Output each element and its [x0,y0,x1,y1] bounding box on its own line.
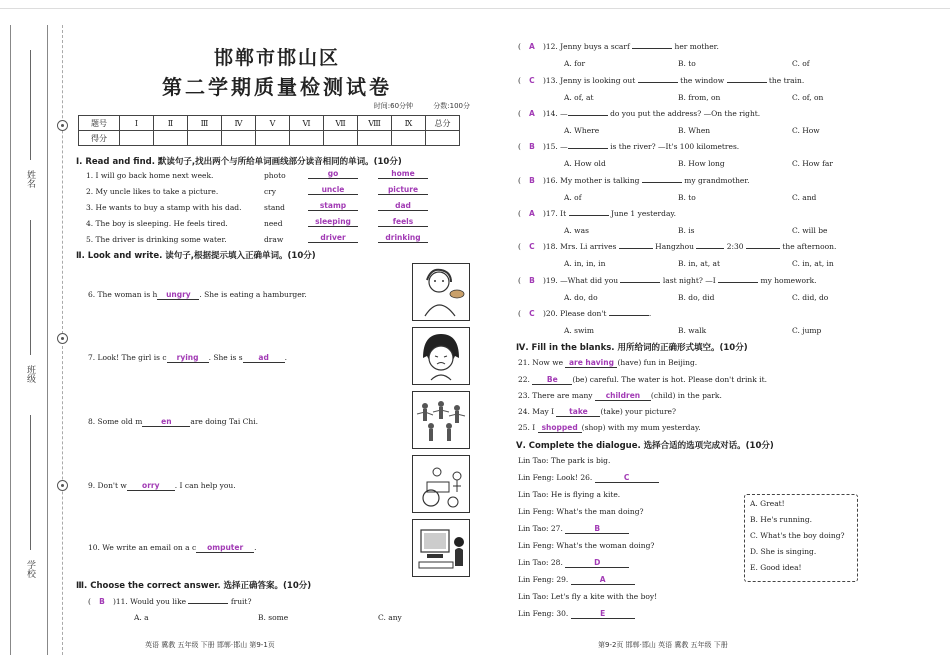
question-10-suffix: . [254,543,257,552]
score-cell[interactable] [120,131,154,146]
section1-item-4-answer1[interactable]: sleeping [308,217,358,227]
question-20-option-a: A. swim [564,326,594,335]
footer-left: 英语 冀教 五年级 下册 邯郸·邯山 第9-1页 [145,641,275,649]
score-table-score-row [79,131,460,146]
score-header-cell: Ⅸ [392,116,426,131]
school-line [30,415,31,550]
dialogue-28-answer[interactable]: D [565,558,629,568]
question-15-option-c: C. How far [792,159,833,168]
section1-item-1-word: photo [264,171,286,180]
question-19-option-c: C. did, do [792,293,829,302]
binding-hole [57,480,68,491]
question-7-answer2[interactable]: ad [243,353,285,363]
question-23-answer[interactable]: children [595,391,651,401]
question-19-answer[interactable]: B [529,276,535,285]
question-10 [88,543,257,553]
question-14-text: )14. — [542,109,568,118]
dialogue-option: B. He's running. [750,515,813,524]
score-row-label: 得分 [79,131,120,146]
question-25-prefix: 25. I [518,423,536,432]
question-11-answer[interactable]: B [99,597,105,606]
section1-item-3-answer2[interactable]: dad [378,201,428,211]
exam-meta [356,101,470,111]
exam-title-line2: 第二学期质量检测试卷 [162,75,392,99]
question-18-middle-1: Hangzhou [655,242,694,251]
score-header-cell: 总分 [426,116,460,131]
question-13-option-a: A. of, at [564,93,594,102]
question-18-option-b: B. in, at, at [678,259,721,268]
question-22-suffix: (be) careful. The water is hot. Please don't drink it. [572,375,767,384]
question-24-answer[interactable]: take [556,407,600,417]
dialogue-line-text: Lin Tao: 28. [518,558,563,567]
score-cell[interactable] [290,131,324,146]
question-12-option-c: C. of [792,59,810,68]
question-14-answer[interactable]: A [529,109,535,118]
score-cell[interactable] [188,131,222,146]
question-24-prefix: 24. May I [518,407,555,416]
question-13-middle: the window [680,76,725,85]
dialogue-line [518,473,659,483]
score-header-cell: Ⅷ [358,116,392,131]
question-11-blank[interactable] [188,603,228,604]
dialogue-line [518,609,635,619]
dialogue-option: E. Good idea! [750,563,802,572]
question-9-prefix: 9. Don't w [88,481,127,490]
question-19-suffix: my homework. [760,276,817,285]
section1-item-4-word: need [264,219,283,228]
dialogue-line: Lin Tao: The park is big. [518,456,611,465]
question-20-answer[interactable]: C [529,309,535,318]
question-11-option-b: B. some [258,613,289,622]
dialogue-line [518,575,635,585]
question-18-option-a: A. in, in, in [564,259,606,268]
question-11: ( B )11. Would you like fruit? [88,597,252,606]
section1-title: Ⅰ. Read and find. 默读句子,找出两个与所给单词画线部分读音相同的单词。(10分) [76,157,402,167]
question-10-prefix: 10. We write an email on a c [88,543,197,552]
question-11-suffix: fruit? [230,597,252,606]
question-19-blank-1[interactable] [620,282,660,283]
question-12-suffix: her mother. [674,42,719,51]
question-25 [518,423,701,433]
score-cell[interactable] [358,131,392,146]
question-24-suffix: (take) your picture? [600,407,676,416]
question-7-answer1[interactable]: rying [167,353,209,363]
question-25-answer[interactable]: shopped [538,423,582,433]
question-13-option-c: C. of, on [792,93,824,102]
question-7 [88,353,287,363]
section1-item-2-answer2[interactable]: picture [378,185,428,195]
section4-title: Ⅳ. Fill in the blanks. 用所给词的正确形式填空。(10分) [516,343,748,353]
score-table [78,115,460,146]
dialogue-options-box [744,494,858,582]
dialogue-line [518,524,629,534]
score-cell[interactable] [324,131,358,146]
question-13-text: )13. Jenny is looking out [542,76,636,85]
crying-girl-picture [412,327,470,385]
question-17-option-a: A. was [564,226,589,235]
question-11-option-c: C. any [378,613,402,622]
score-header-cell: Ⅶ [324,116,358,131]
dialogue-line-text: Lin Tao: 27. [518,524,563,533]
question-7-middle: . She is s [208,353,243,362]
computer-picture [412,519,470,577]
section1-item-4-answer2[interactable]: feels [378,217,428,227]
class-label: 班级 [25,365,35,383]
dialogue-30-answer[interactable]: E [571,609,635,619]
question-12-option-a: A. for [564,59,586,68]
section1-item-2-text: 2. My uncle likes to take a picture. [86,187,219,196]
section3-title: Ⅲ. Choose the correct answer. 选择正确答案。(10分) [76,581,312,591]
question-18-option-c: C. in, at, in [792,259,834,268]
question-16: ( B )16. My mother is talking my grandmother. [518,176,750,185]
dialogue-line: Lin Feng: What's the woman doing? [518,541,655,550]
exam-score: 分数:100分 [433,102,470,110]
question-13-option-b: B. from, on [678,93,721,102]
question-14: ( A )14. — do you put the address? —On the right. [518,109,761,118]
dialogue-line-text: Lin Feng: 29. [518,575,569,584]
section1-item-5-answer1[interactable]: driver [308,233,358,243]
question-16-suffix: my grandmother. [684,176,750,185]
question-17: ( A )17. It June 1 yesterday. [518,209,677,218]
class-line [30,220,31,355]
question-20-option-b: B. walk [678,326,707,335]
question-16-answer[interactable]: B [529,176,535,185]
question-9 [88,481,236,491]
question-23-suffix: (child) in the park. [650,391,722,400]
tai-chi-picture [412,391,470,449]
section1-item-3-answer1[interactable]: stamp [308,201,358,211]
question-19-middle: last night? —I [662,276,716,285]
question-17-text: )17. It [542,209,567,218]
question-17-suffix: June 1 yesterday. [610,209,677,218]
question-7-suffix: . [284,353,287,362]
question-16-option-b: B. to [678,193,696,202]
footer-right: 第9-2页 邯郸·邯山 英语 冀教 五年级 下册 [598,641,728,649]
dialogue-line-text: Lin Feng: Look! 26. [518,473,593,482]
question-14-option-c: C. How [792,126,820,135]
question-16-option-a: A. of [564,193,582,202]
question-16-option-c: C. and [792,193,817,202]
question-18-text: )18. Mrs. Li arrives [542,242,617,251]
section1-item-2-word: cry [264,187,277,196]
question-13-blank-1[interactable] [638,82,678,83]
question-8 [88,417,258,427]
exam-time: 时间:60分钟 [373,102,414,110]
score-table-header-row [79,116,460,131]
question-18-blank-1[interactable] [619,248,653,249]
question-13-suffix: the train. [768,76,805,85]
section1-item-1-text: 1. I will go back home next week. [86,171,214,180]
question-12-text: )12. Jenny buys a scarf [542,42,630,51]
question-22-prefix: 22. [518,375,530,384]
top-rule [0,8,950,9]
question-6-answer[interactable]: ungry [157,290,199,300]
question-8-answer[interactable]: en [142,417,190,427]
question-9-suffix: . I can help you. [174,481,236,490]
section2-title: Ⅱ. Look and write. 读句子,根据提示填入正确单词。(10分) [76,251,316,261]
question-13-blank-2[interactable] [727,82,767,83]
question-12: ( A )12. Jenny buys a scarf her mother. [518,42,719,51]
section1-item-5-text: 5. The driver is drinking some water. [86,235,227,244]
score-cell[interactable] [222,131,256,146]
question-6 [88,290,307,300]
question-15-answer[interactable]: B [529,142,535,151]
name-label: 姓名 [25,170,35,188]
question-15: ( B )15. — is the river? —It's 100 kilometres. [518,142,740,151]
question-19-option-b: B. do, did [678,293,715,302]
dialogue-line-text: Lin Feng: 30. [518,609,569,618]
question-12-blank[interactable] [632,48,672,49]
dialogue-line: Lin Tao: Let's fly a kite with the boy! [518,592,658,601]
section1-item-2-answer1[interactable]: uncle [308,185,358,195]
question-12-answer[interactable]: A [529,42,535,51]
margin-edge-line [10,25,11,655]
question-15-option-b: B. How long [678,159,725,168]
question-19-option-a: A. do, do [564,293,598,302]
question-21 [518,358,697,368]
question-21-prefix: 21. Now we [518,358,564,367]
question-18: ( C )18. Mrs. Li arrives Hangzhou 2:30 the afternoon. [518,242,837,251]
dialogue-29-answer[interactable]: A [571,575,635,585]
question-19-text: )19. —What did you [542,276,619,285]
question-22-answer[interactable]: Be [532,375,572,385]
question-15-text: )15. — [542,142,568,151]
question-20-blank[interactable] [609,315,649,316]
question-8-prefix: 8. Some old m [88,417,143,426]
question-19: ( B )19. —What did you last night? —I my homework. [518,276,817,285]
school-label: 学校 [25,560,35,578]
question-17-answer[interactable]: A [529,209,535,218]
question-23 [518,391,722,401]
question-16-blank[interactable] [642,182,682,183]
score-header-cell: Ⅵ [290,116,324,131]
dialogue-option: C. What's the boy doing? [750,531,845,540]
score-cell[interactable] [426,131,460,146]
question-6-prefix: 6. The woman is h [88,290,158,299]
score-cell[interactable] [256,131,290,146]
question-11-option-a: A. a [134,613,149,622]
question-10-answer[interactable]: omputer [196,543,254,553]
score-cell[interactable] [154,131,188,146]
dialogue-line: Lin Feng: What's the man doing? [518,507,644,516]
question-18-middle-2: 2:30 [726,242,744,251]
question-23-prefix: 23. There are many [518,391,593,400]
question-22 [518,375,767,385]
cut-line [47,25,48,655]
dialogue-option: A. Great! [750,499,785,508]
question-20-text: )20. Please don't [542,309,607,318]
question-18-suffix: the afternoon. [782,242,837,251]
binding-hole [57,120,68,131]
question-14-blank[interactable] [568,115,608,116]
section1-item-5-word: draw [264,235,284,244]
question-11-text: )11. Would you like [112,597,187,606]
question-14-option-b: B. When [678,126,711,135]
question-19-blank-2[interactable] [718,282,758,283]
dialogue-line: Lin Tao: He is flying a kite. [518,490,621,499]
dialogue-line [518,558,629,568]
question-24 [518,407,676,417]
question-20-option-c: C. jump [792,326,822,335]
question-18-answer[interactable]: C [529,242,535,251]
question-20-suffix: . [648,309,652,318]
question-20: ( C )20. Please don't . [518,309,652,318]
score-header-cell: Ⅴ [256,116,290,131]
score-header-cell: Ⅱ [154,116,188,131]
question-8-suffix: are doing Tai Chi. [190,417,258,426]
question-12-option-b: B. to [678,59,696,68]
question-6-suffix: . She is eating a hamburger. [199,290,307,299]
question-21-answer[interactable]: are having [565,358,617,368]
question-17-blank[interactable] [569,215,609,216]
name-line [30,50,31,160]
section1-item-3-text: 3. He wants to buy a stamp with his dad. [86,203,242,212]
helping-picture [412,455,470,513]
score-header-cell: 题号 [79,116,120,131]
question-14-option-a: A. Where [564,126,600,135]
question-16-text: )16. My mother is talking [542,176,640,185]
question-15-option-a: A. How old [564,159,606,168]
question-17-option-b: B. is [678,226,695,235]
score-header-cell: Ⅲ [188,116,222,131]
question-14-suffix: do you put the address? —On the right. [610,109,761,118]
question-21-suffix: (have) fun in Beijing. [617,358,698,367]
question-25-suffix: (shop) with my mum yesterday. [581,423,701,432]
score-cell[interactable] [392,131,426,146]
question-7-prefix: 7. Look! The girl is c [88,353,167,362]
dialogue-option: D. She is singing. [750,547,817,556]
question-17-option-c: C. will be [792,226,828,235]
section1-item-4-text: 4. The boy is sleeping. He feels tired. [86,219,228,228]
dialogue-27-answer[interactable]: B [565,524,629,534]
section1-item-5-answer2[interactable]: drinking [378,233,428,243]
question-9-answer[interactable]: orry [127,481,175,491]
question-18-blank-2[interactable] [696,248,724,249]
question-15-suffix: is the river? —It's 100 kilometres. [610,142,740,151]
section1-item-1-answer1[interactable]: go [308,169,358,179]
exam-title-line1: 邯郸市邯山区 [213,47,340,69]
question-13-answer[interactable]: C [529,76,535,85]
section1-item-1-answer2[interactable]: home [378,169,428,179]
binding-hole [57,333,68,344]
question-15-blank[interactable] [568,148,608,149]
section1-item-3-word: stand [264,203,285,212]
score-header-cell: Ⅰ [120,116,154,131]
question-18-blank-3[interactable] [746,248,780,249]
dialogue-26-answer[interactable]: C [595,473,659,483]
question-13: ( C )13. Jenny is looking out the window the train. [518,76,805,85]
hungry-woman-picture [412,263,470,321]
score-header-cell: Ⅳ [222,116,256,131]
section5-title: Ⅴ. Complete the dialogue. 选择合适的选项完成对话。(10分) [516,441,774,451]
